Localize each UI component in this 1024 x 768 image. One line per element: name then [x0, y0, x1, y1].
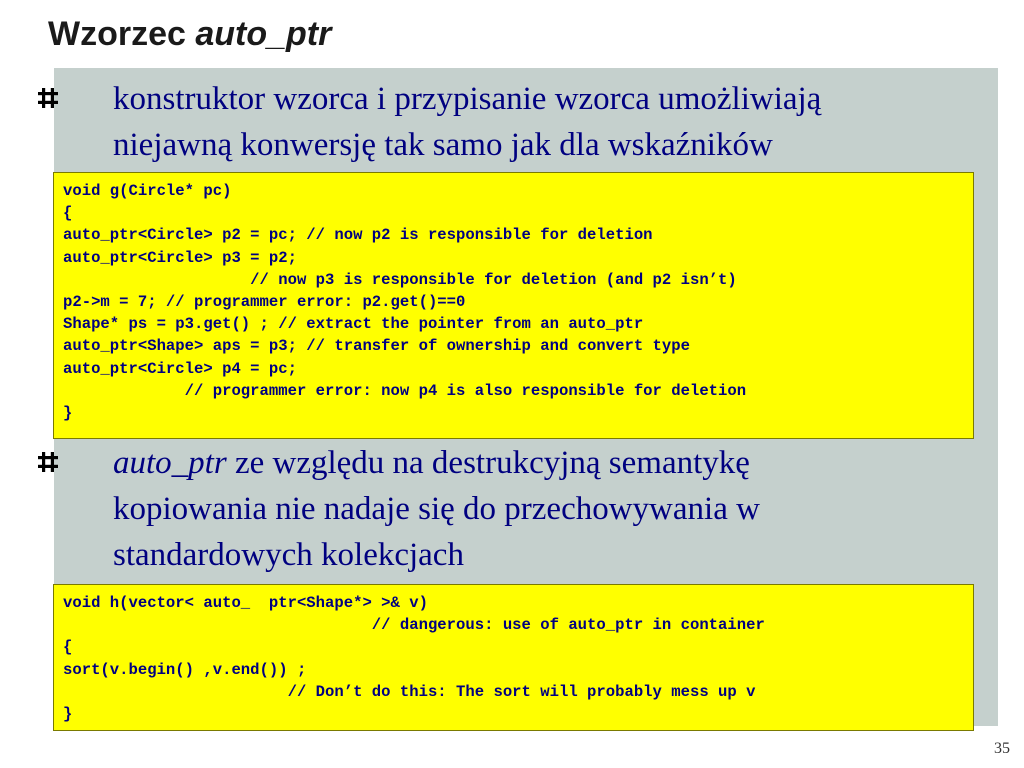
code-line: auto_ptr<Circle> p4 = pc; [63, 359, 297, 378]
code-line: { [63, 638, 73, 657]
bullet-2-text [113, 440, 760, 578]
bullet-2-line-2: kopiowania nie nadaje się do przechowywania w [113, 491, 760, 527]
code-line: void h(vector< auto_ ptr<Shape*> >& v) [63, 594, 428, 612]
bullet-2-line-3: standardowych kolekcjach [113, 537, 464, 573]
bullet-1-text [113, 76, 821, 168]
code-line: // Don’t do this: The sort will probably mess up v [63, 682, 756, 701]
title-italic: auto_ptr [195, 15, 332, 53]
code-line: } [63, 403, 73, 422]
code-line: // programmer error: now p4 is also responsible for deletion [63, 381, 747, 400]
bullet-2-line-1 [113, 440, 760, 486]
code-line: Shape* ps = p3.get() ; // extract the pointer from an auto_ptr [63, 315, 644, 334]
code-line: auto_ptr<Circle> p2 = pc; // now p2 is responsible for deletion [63, 226, 653, 245]
title-prefix: Wzorzec [48, 15, 196, 53]
bullet-2-italic: auto_ptr [113, 445, 227, 481]
code-line: auto_ptr<Circle> p3 = p2; [63, 248, 297, 267]
page-number: 35 [994, 740, 1010, 757]
code-line: } [63, 704, 73, 723]
code-line: { [63, 204, 73, 223]
bullet-icon [38, 88, 58, 108]
code-block-2 [53, 584, 974, 731]
code-line: // now p3 is responsible for deletion (and p2 isn’t) [63, 270, 737, 289]
code-line: p2->m = 7; // programmer error: p2.get()==0 [63, 292, 466, 311]
code-line: sort(v.begin() ,v.end()) ; [63, 660, 307, 679]
code-line: void g(Circle* pc) [63, 182, 232, 200]
bullet-2-line-1-rest: ze względu na destrukcyjną semantykę [226, 445, 750, 481]
code-line: auto_ptr<Shape> aps = p3; // transfer of ownership and convert type [63, 337, 690, 356]
slide-title [48, 10, 331, 58]
bullet-1-line-1: konstruktor wzorca i przypisanie wzorca umożliwiają [113, 81, 822, 117]
code-block-1 [53, 172, 974, 439]
bullet-icon [38, 452, 58, 472]
code-line: // dangerous: use of auto_ptr in container [63, 616, 765, 635]
bullet-1-line-2: niejawną konwersję tak samo jak dla wskaźników [113, 127, 773, 163]
